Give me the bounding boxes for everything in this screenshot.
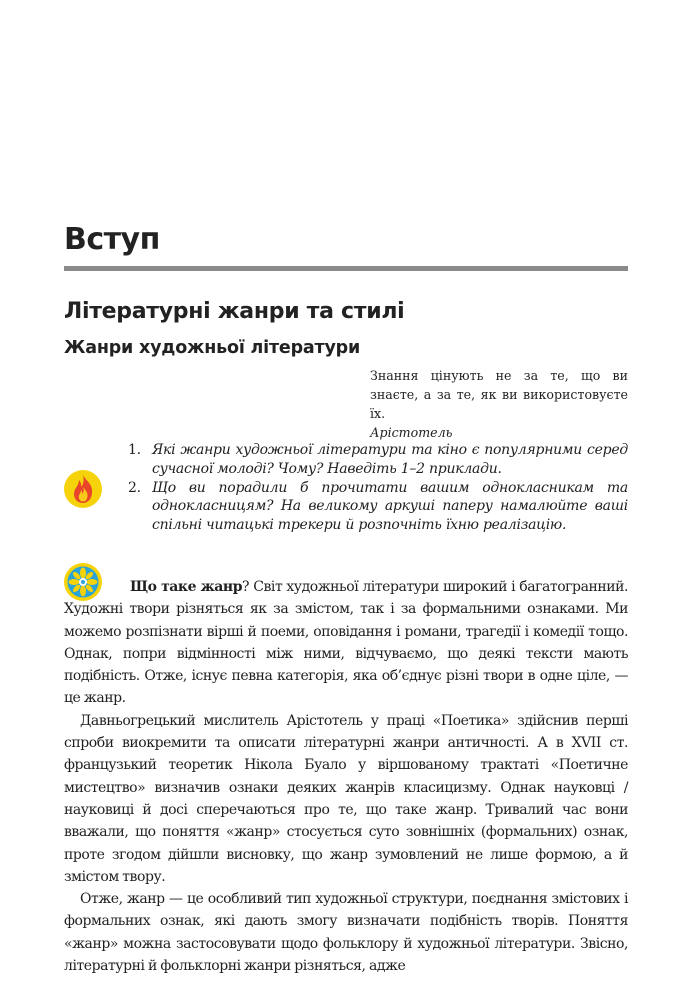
chapter-divider [64,266,628,271]
paragraph: Давньогрецький мислитель Арістотель у праці «Поетика» здійснив перші спроби виокремити та описати літературні жанри античності. А в XVII ст. французький теоретик Нікола Буало у віршованому трактаті «Поетичне мистецтво» визначив ознаки деяких жанрів класицизму. Однак науковці / науковиці й досі сперечаються про те, що таке жанр. Тривалий час вони вважали, що поняття «жанр» стосується суто зовнішніх (формальних) ознак, проте згодом дійшли висновку, що жанр зумовлений не лише формою, а й змістом твору. [64,712,628,885]
question-number: 1. [128,442,141,458]
subsection-title: Жанри художньої літератури [64,338,361,358]
question-text: Які жанри художньої літератури та кіно є популярними серед сучасної молоді? Чому? Наведіть 1–2 приклади. [152,442,628,477]
question-item [128,479,628,535]
epigraph [370,366,628,442]
key-term: Що таке жанр [130,579,243,595]
main-text [64,576,628,977]
section-title: Літературні жанри та стилі [64,299,405,324]
epigraph-author: Арістотель [370,425,453,440]
question-item [128,441,628,479]
question-number: 2. [128,479,141,496]
questions-list [128,441,628,535]
paragraph: Що таке жанр? Світ художньої літератури широкий і багатогранний. Художні твори різняться як за змістом, так і за формальними ознаками. Ми можемо розпізнати вірші й поеми, оповідання і романи, трагедії і комедії тощо. Однак, попри відмінності між ними, відчуваємо, що деякі тексти мають подібність. Отже, існує певна категорія, яка об’єднує різні твори в одне ціле, — це жанр. [64,579,628,707]
flame-icon [63,469,103,509]
paragraph: Отже, жанр — це особливий тип художньої структури, поєднання змістових і формальних ознак, які дають змогу визначати подібність творів. Поняття «жанр» можна застосовувати щодо фольклору й художньої літератури. Звісно, літературні й фольклорні жанри різняться, адже [64,891,628,975]
question-text: Що ви порадили б прочитати вашим однокласникам та однокласницям? На великому аркуші паперу намалюйте ваші спільні читацькі трекери й розпочніть їхню реалізацію. [152,479,628,534]
epigraph-text: Знання цінують не за те, що ви знаєте, а за те, як ви використовуєте їх. [370,368,628,421]
chapter-title: Вступ [64,222,160,257]
